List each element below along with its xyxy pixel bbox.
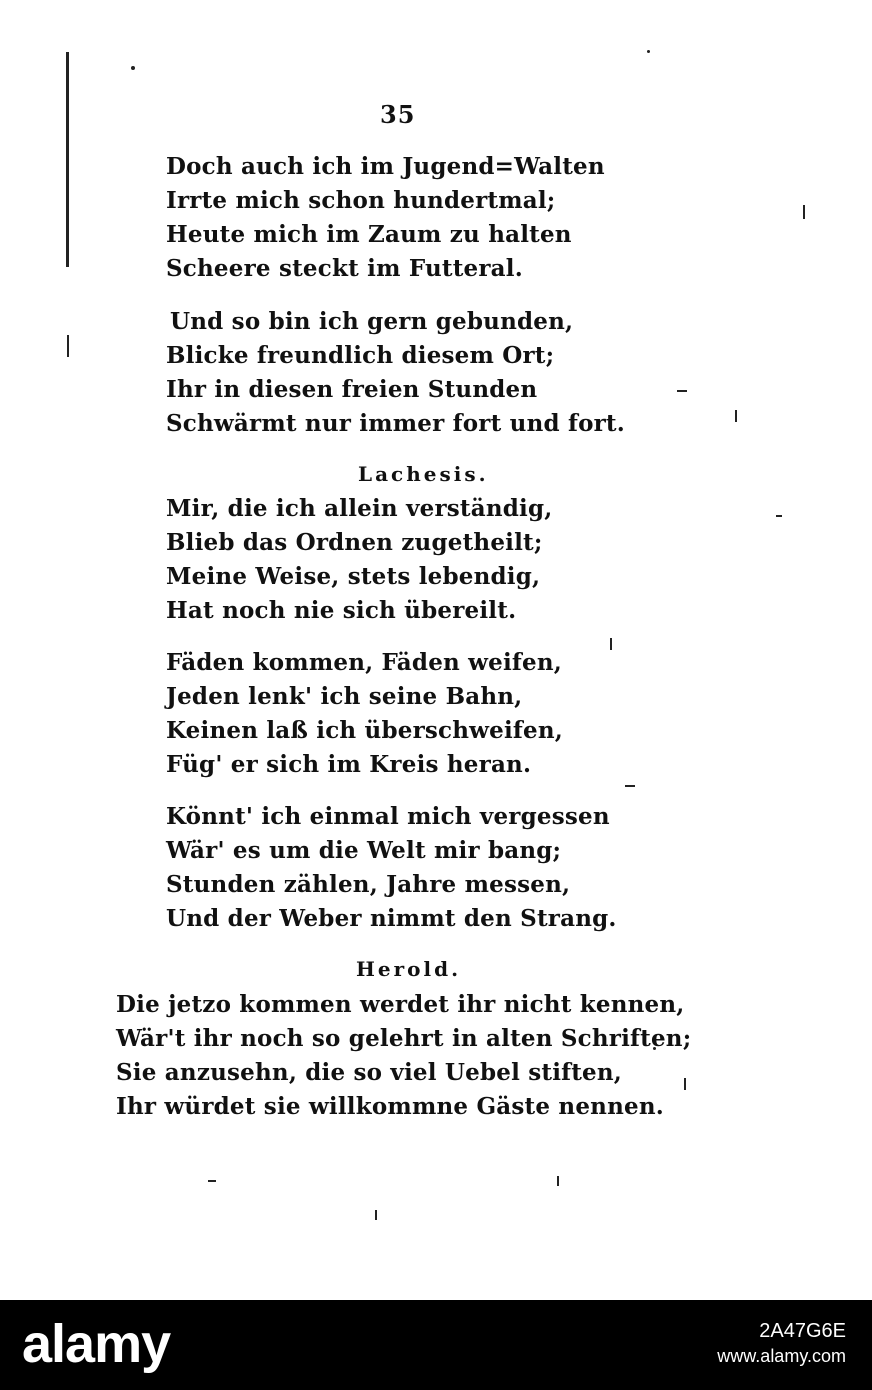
verse-line: Blieb das Ordnen zugetheilt;: [166, 529, 543, 556]
verse-line: Keinen laß ich überschweifen,: [166, 717, 563, 744]
verse-line: Ihr würdet sie willkommne Gäste nennen.: [116, 1093, 664, 1120]
verse-line: Doch auch ich im Jugend=Walten: [166, 153, 605, 180]
speck: [625, 785, 635, 787]
left-margin-rule: [66, 52, 69, 267]
page-number: 35: [380, 100, 416, 129]
speck: [647, 50, 650, 53]
verse-line: Heute mich im Zaum zu halten: [166, 221, 572, 248]
verse-line: Füg' er sich im Kreis heran.: [166, 751, 532, 778]
site-url: www.alamy.com: [717, 1346, 846, 1366]
left-margin-tick: [67, 335, 69, 357]
verse-line: Die jetzo kommen werdet ihr nicht kennen,: [116, 991, 685, 1018]
verse-line: Blicke freundlich diesem Ort;: [166, 342, 555, 369]
verse-line: Scheere steckt im Futteral.: [166, 255, 523, 282]
verse-line: Fäden kommen, Fäden weifen,: [166, 649, 562, 676]
verse-line: Ihr in diesen freien Stunden: [166, 376, 538, 403]
verse-line: Mir, die ich allein verständig,: [166, 495, 553, 522]
speck: [557, 1176, 559, 1186]
verse-line: Stunden zählen, Jahre messen,: [166, 871, 571, 898]
speck: [677, 390, 687, 392]
alamy-logo: alamy: [22, 1314, 171, 1374]
speck: [208, 1180, 216, 1182]
verse-line: Und so bin ich gern gebunden,: [170, 308, 574, 335]
speck: [131, 66, 135, 70]
speck: [375, 1210, 377, 1220]
verse-line: Irrte mich schon hundertmal;: [166, 187, 556, 214]
verse-line: Schwärmt nur immer fort und fort.: [166, 410, 625, 437]
speaker-heading: Herold.: [356, 957, 462, 981]
speck: [735, 410, 737, 422]
watermark-banner: [0, 1300, 872, 1390]
verse-line: Wär't ihr noch so gelehrt in alten Schriften;: [116, 1025, 692, 1052]
verse-line: Könnt' ich einmal mich vergessen: [166, 803, 610, 830]
speck: [776, 515, 782, 517]
speck: [803, 205, 805, 219]
speck: [684, 1078, 686, 1090]
verse-line: Hat noch nie sich übereilt.: [166, 597, 517, 624]
verse-line: Sie anzusehn, die so viel Uebel stiften,: [116, 1059, 623, 1086]
verse-line: Jeden lenk' ich seine Bahn,: [166, 683, 523, 710]
verse-line: Meine Weise, stets lebendig,: [166, 563, 541, 590]
verse-line: Und der Weber nimmt den Strang.: [166, 905, 617, 932]
image-id: 2A47G6E: [759, 1320, 846, 1342]
speck: [610, 638, 612, 650]
verse-line: Wär' es um die Welt mir bang;: [166, 837, 562, 864]
speaker-heading: Lachesis.: [358, 462, 489, 486]
